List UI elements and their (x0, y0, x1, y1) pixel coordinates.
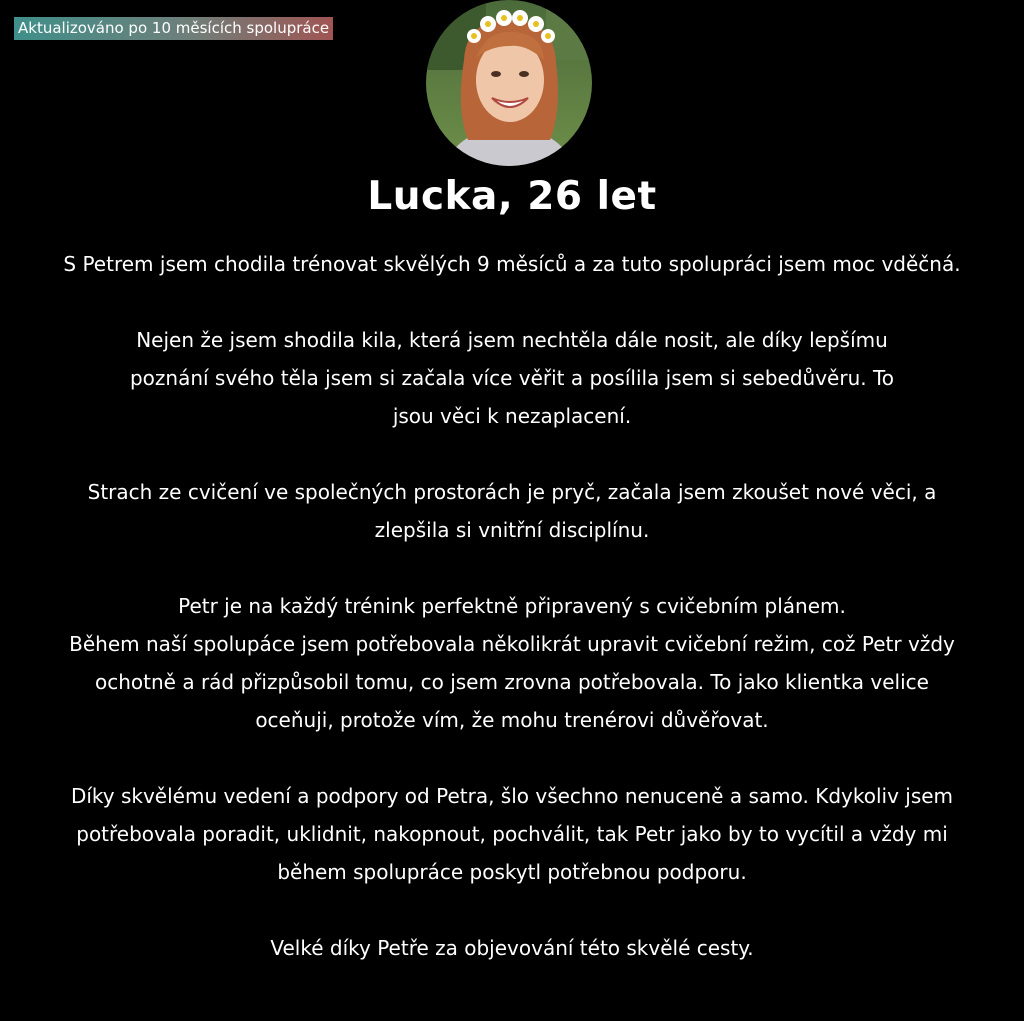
testimonial-line: Díky skvělému vedení a podpory od Petra, šlo všechno nenuceně a samo. Kdykoliv jsem (70, 784, 954, 808)
testimonial-text (0, 245, 1024, 1005)
testimonial-paragraph (0, 587, 1024, 739)
testimonial-line: oceňuji, protože vím, že mohu trenérovi důvěřovat. (255, 708, 769, 732)
testimonial-line: Během naší spolupáce jsem potřebovala několikrát upravit cvičební režim, což Petr vždy (69, 632, 955, 656)
testimonial-line: Petr je na každý trénink perfektně připravený s cvičebním plánem. (178, 594, 846, 618)
testimonial-line: S Petrem jsem chodila trénovat skvělých 9 měsíců a za tuto spolupráci jsem moc vděčná. (63, 252, 961, 276)
testimonial-line: Strach ze cvičení ve společných prostorách je pryč, začala jsem zkoušet nové věci, a (87, 480, 937, 504)
testimonial-line: Velké díky Petře za objevování této skvělé cesty. (270, 936, 754, 960)
testimonial-line: potřebovala poradit, uklidnit, nakopnout, pochválit, tak Petr jako by to vycítil a vždy mi (76, 822, 948, 846)
testimonial-paragraph (0, 473, 1024, 549)
testimonial-line: ochotně a rád přizpůsobil tomu, co jsem zrovna potřebovala. To jako klientka velice (95, 670, 929, 694)
testimonial-paragraph (0, 777, 1024, 891)
testimonial-line: zlepšila si vnitřní disciplínu. (374, 518, 650, 542)
testimonial-line: během spolupráce poskytl potřebnou podporu. (277, 860, 747, 884)
testimonial-line: poznání svého těla jsem si začala více věřit a posílila jsem si sebedůvěru. To (129, 366, 895, 390)
testimonial-paragraph (0, 321, 1024, 435)
testimonial-name: Lucka, 26 let (367, 174, 657, 219)
update-badge: Aktualizováno po 10 měsících spolupráce (14, 17, 333, 40)
testimonial-line: Nejen že jsem shodila kila, která jsem nechtěla dále nosit, ale díky lepšímu (136, 328, 888, 352)
avatar (426, 0, 592, 166)
testimonial-paragraph (0, 929, 1024, 967)
testimonial-line: jsou věci k nezaplacení. (392, 404, 632, 428)
testimonial-paragraph (0, 245, 1024, 283)
